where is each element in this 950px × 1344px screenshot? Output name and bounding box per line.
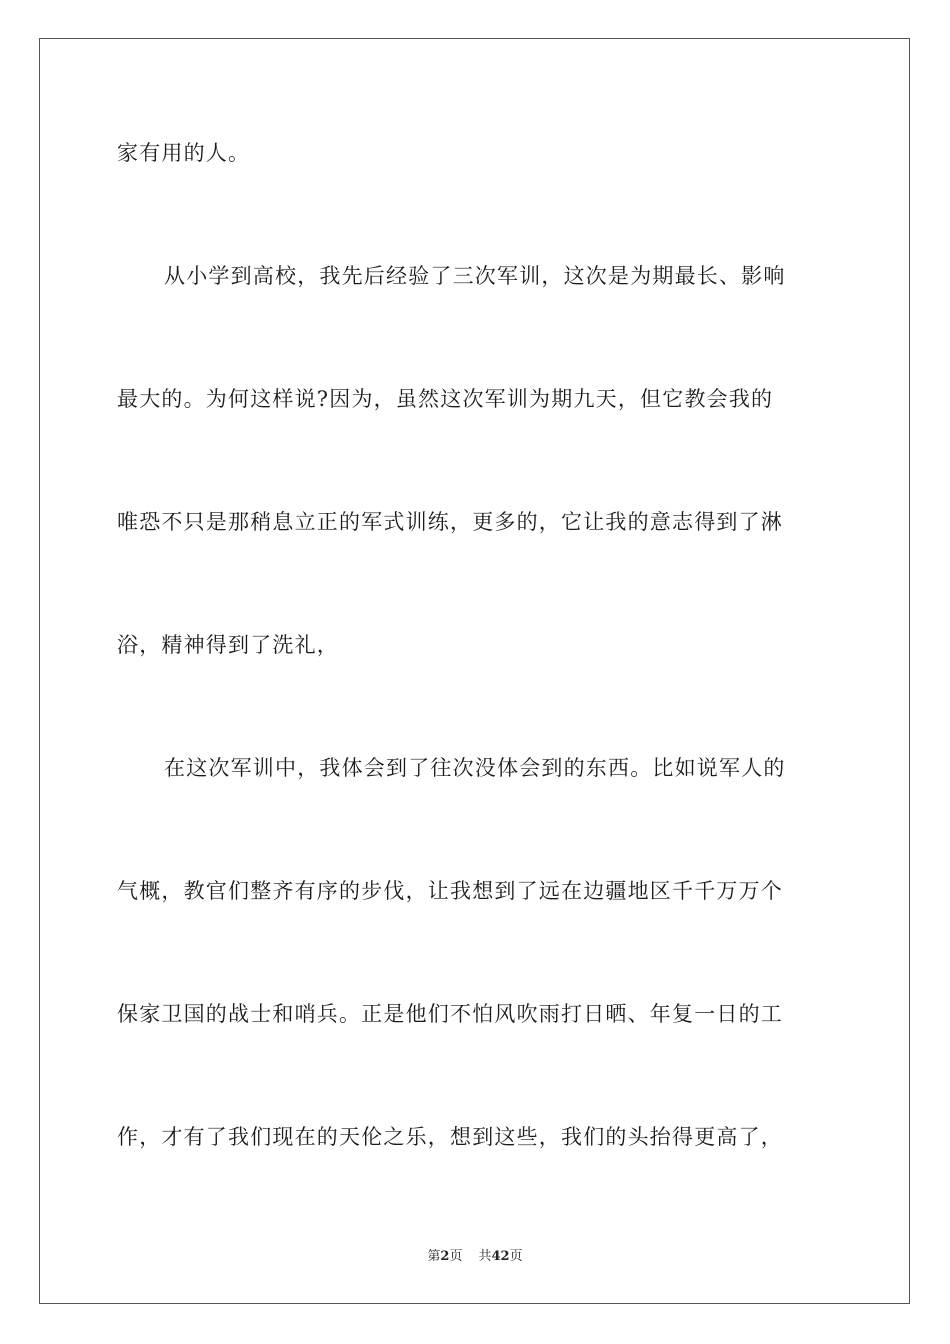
total-pages: 42 — [491, 1249, 510, 1264]
page-prefix: 第 — [427, 1249, 441, 1264]
page-number: 2 — [440, 1249, 450, 1264]
text-line-2: 从小学到高校，我先后经验了三次军训，这次是为期最长、影响 — [164, 264, 786, 288]
total-prefix: 共 — [478, 1249, 492, 1264]
text-line-1: 家有用的人。 — [117, 141, 251, 165]
page-footer — [0, 1248, 950, 1266]
page-suffix: 页 — [449, 1249, 463, 1264]
text-line-8: 保家卫国的战士和哨兵。正是他们不怕风吹雨打日晒、年复一日的工 — [117, 1002, 783, 1026]
text-line-9: 作，才有了我们现在的天伦之乐，想到这些，我们的头抬得更高了， — [117, 1125, 783, 1149]
text-line-7: 气概，教官们整齐有序的步伐，让我想到了远在边疆地区千千万万个 — [117, 879, 783, 903]
total-suffix: 页 — [509, 1249, 523, 1264]
text-line-3: 最大的。为何这样说?因为，虽然这次军训为期九天，但它教会我的 — [117, 387, 774, 411]
text-line-6: 在这次军训中，我体会到了往次没体会到的东西。比如说军人的 — [164, 756, 786, 780]
text-line-5: 浴，精神得到了洗礼， — [117, 633, 339, 657]
text-line-4: 唯恐不只是那稍息立正的军式训练，更多的，它让我的意志得到了淋 — [117, 510, 783, 534]
page-border — [39, 38, 910, 1304]
